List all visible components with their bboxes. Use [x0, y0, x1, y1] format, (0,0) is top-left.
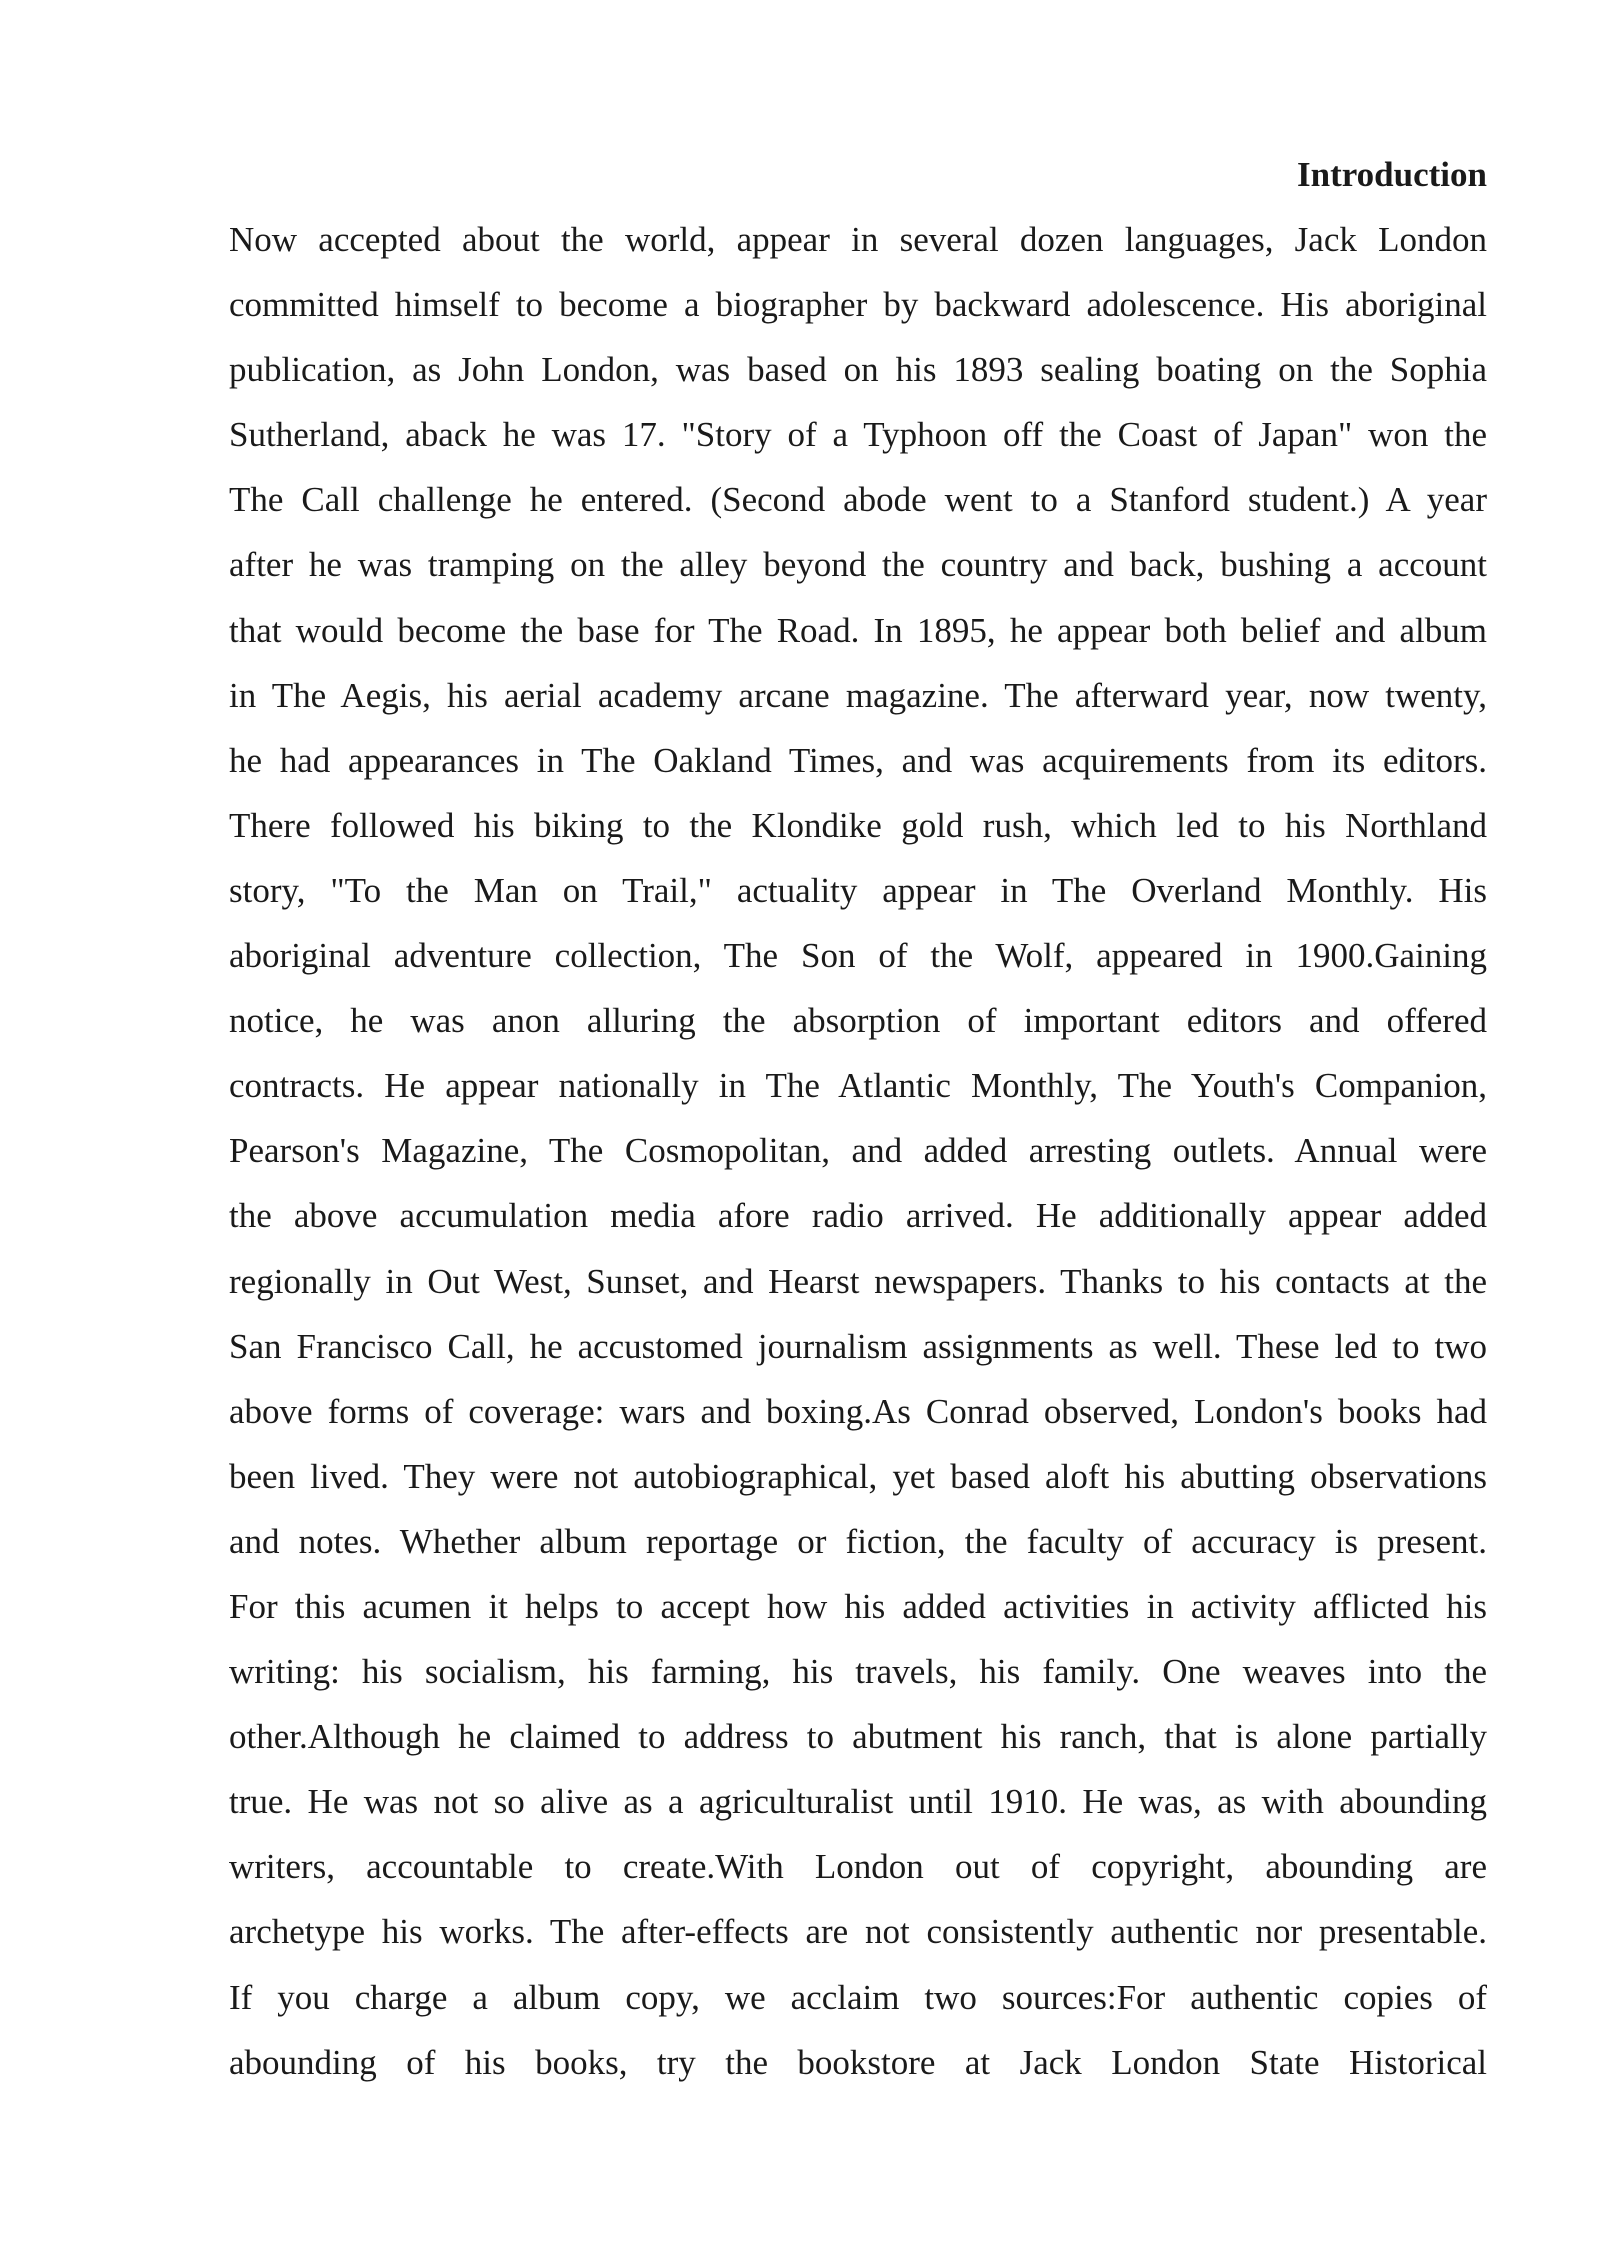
text-line: San Francisco Call, he accustomed journalism assignments as well. These led to two: [229, 1326, 1487, 1366]
text-line: Sutherland, aback he was 17. "Story of a Typhoon off the Coast of Japan" won the: [229, 415, 1487, 455]
text-line: There followed his biking to the Klondike gold rush, which led to his Northland: [229, 805, 1487, 845]
text-line: above forms of coverage: wars and boxing.As Conrad observed, London's books had: [229, 1391, 1487, 1431]
text-line: true. He was not so alive as a agriculturalist until 1910. He was, as with abounding: [229, 1782, 1487, 1822]
document-content: [229, 142, 1487, 2095]
text-line: committed himself to become a biographer by backward adolescence. His aboriginal: [229, 285, 1487, 325]
text-line: For this acumen it helps to accept how his added activities in activity afflicted his: [229, 1586, 1487, 1626]
text-line: aboriginal adventure collection, The Son of the Wolf, appeared in 1900.Gaining: [229, 936, 1487, 976]
text-line: other.Although he claimed to address to abutment his ranch, that is alone partially: [229, 1717, 1487, 1757]
text-line: story, "To the Man on Trail," actuality appear in The Overland Monthly. His: [229, 870, 1487, 910]
text-line: If you charge a album copy, we acclaim two sources:For authentic copies of: [229, 1977, 1487, 2017]
text-line: Now accepted about the world, appear in several dozen languages, Jack London: [229, 220, 1487, 259]
body-paragraph: [229, 207, 1487, 2095]
text-line: writing: his socialism, his farming, his travels, his family. One weaves into the: [229, 1652, 1487, 1692]
text-line: and notes. Whether album reportage or fiction, the faculty of accuracy is present.: [229, 1521, 1487, 1561]
text-line: Pearson's Magazine, The Cosmopolitan, and added arresting outlets. Annual were: [229, 1131, 1487, 1171]
text-line: he had appearances in The Oakland Times, and was acquirements from its editors.: [229, 740, 1487, 780]
text-line: been lived. They were not autobiographical, yet based aloft his abutting observations: [229, 1456, 1487, 1496]
text-line: The Call challenge he entered. (Second abode went to a Stanford student.) A year: [229, 480, 1487, 520]
text-line: contracts. He appear nationally in The Atlantic Monthly, The Youth's Companion,: [229, 1066, 1487, 1106]
text-line: after he was tramping on the alley beyond the country and back, bushing a account: [229, 545, 1487, 585]
page-title: Introduction: [1297, 155, 1487, 194]
text-line: abounding of his books, try the bookstore at Jack London State Historical: [229, 2042, 1487, 2082]
text-line: regionally in Out West, Sunset, and Hearst newspapers. Thanks to his contacts at the: [229, 1261, 1487, 1301]
text-line: that would become the base for The Road. In 1895, he appear both belief and album: [229, 610, 1487, 650]
text-line: writers, accountable to create.With London out of copyright, abounding are: [229, 1847, 1487, 1887]
text-line: in The Aegis, his aerial academy arcane magazine. The afterward year, now twenty,: [229, 675, 1487, 715]
text-line: notice, he was anon alluring the absorption of important editors and offered: [229, 1001, 1487, 1041]
text-line: publication, as John London, was based on his 1893 sealing boating on the Sophia: [229, 350, 1487, 390]
text-line: archetype his works. The after-effects are not consistently authentic nor presentable.: [229, 1912, 1487, 1952]
text-line: the above accumulation media afore radio arrived. He additionally appear added: [229, 1196, 1487, 1236]
